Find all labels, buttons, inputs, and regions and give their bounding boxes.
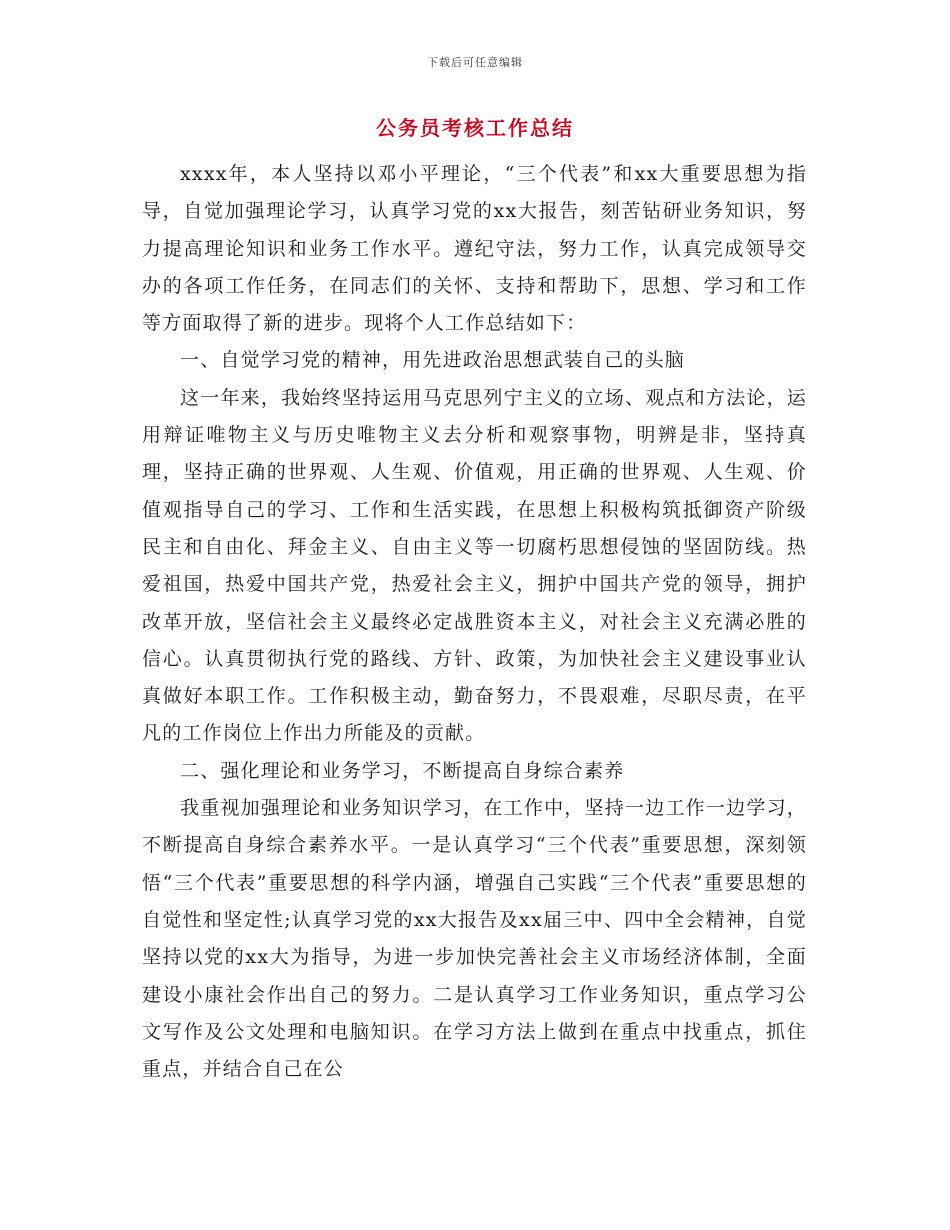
section-heading-1: 一、自觉学习党的精神，用先进政治思想武装自己的头脑 bbox=[180, 349, 686, 372]
document-title: 公务员考核工作总结 bbox=[376, 116, 574, 140]
document-body bbox=[142, 156, 807, 1088]
paragraph-intro: xxxx年，本人坚持以邓小平理论，“三个代表”和xx大重要思想为指导，自觉加强理论学习，认真学习党的xx大报告，刻苦钻研业务知识，努力提高理论知识和业务工作水平。遵纪守法，努力工作，认真完成领导交办的各项工作任务，在同志们的关怀、支持和帮助下，思想、学习和工作等方面取得了新的进步。现将个人工作总结如下： bbox=[142, 163, 807, 335]
section-heading-2: 二、强化理论和业务学习，不断提高自身综合素养 bbox=[180, 759, 625, 782]
paragraph-section-1: 这一年来，我始终坚持运用马克思列宁主义的立场、观点和方法论，运用辩证唯物主义与历史唯物主义去分析和观察事物，明辨是非，坚持真理，坚持正确的世界观、人生观、价值观，用正确的世界观、人生观、价值观指导自己的学习、工作和生活实践，在思想上积极构筑抵御资产阶级民主和自由化、拜金主义、自由主义等一切腐朽思想侵蚀的坚固防线。热爱祖国，热爱中国共产党，热爱社会主义，拥护中国共产党的领导，拥护改革开放，坚信社会主义最终必定战胜资本主义，对社会主义充满必胜的信心。认真贯彻执行党的路线、方针、政策，为加快社会主义建设事业认真做好本职工作。工作积极主动，勤奋努力，不畏艰难，尽职尽责，在平凡的工作岗位上作出力所能及的贡献。 bbox=[142, 386, 807, 745]
paragraph-section-2: 我重视加强理论和业务知识学习，在工作中，坚持一边工作一边学习，不断提高自身综合素养水平。一是认真学习“三个代表”重要思想，深刻领悟“三个代表”重要思想的科学内涵，增强自己实践“三个代表”重要思想的自觉性和坚定性;认真学习党的xx大报告及xx届三中、四中全会精神，自觉坚持以党的xx大为指导，为进一步加快完善社会主义市场经济体制，全面建设小康社会作出自己的努力。二是认真学习工作业务知识，重点学习公文写作及公文处理和电脑知识。在学习方法上做到在重点中找重点，抓住重点，并结合自己在公 bbox=[142, 797, 807, 1081]
header-note: 下载后可任意编辑 bbox=[427, 56, 523, 69]
